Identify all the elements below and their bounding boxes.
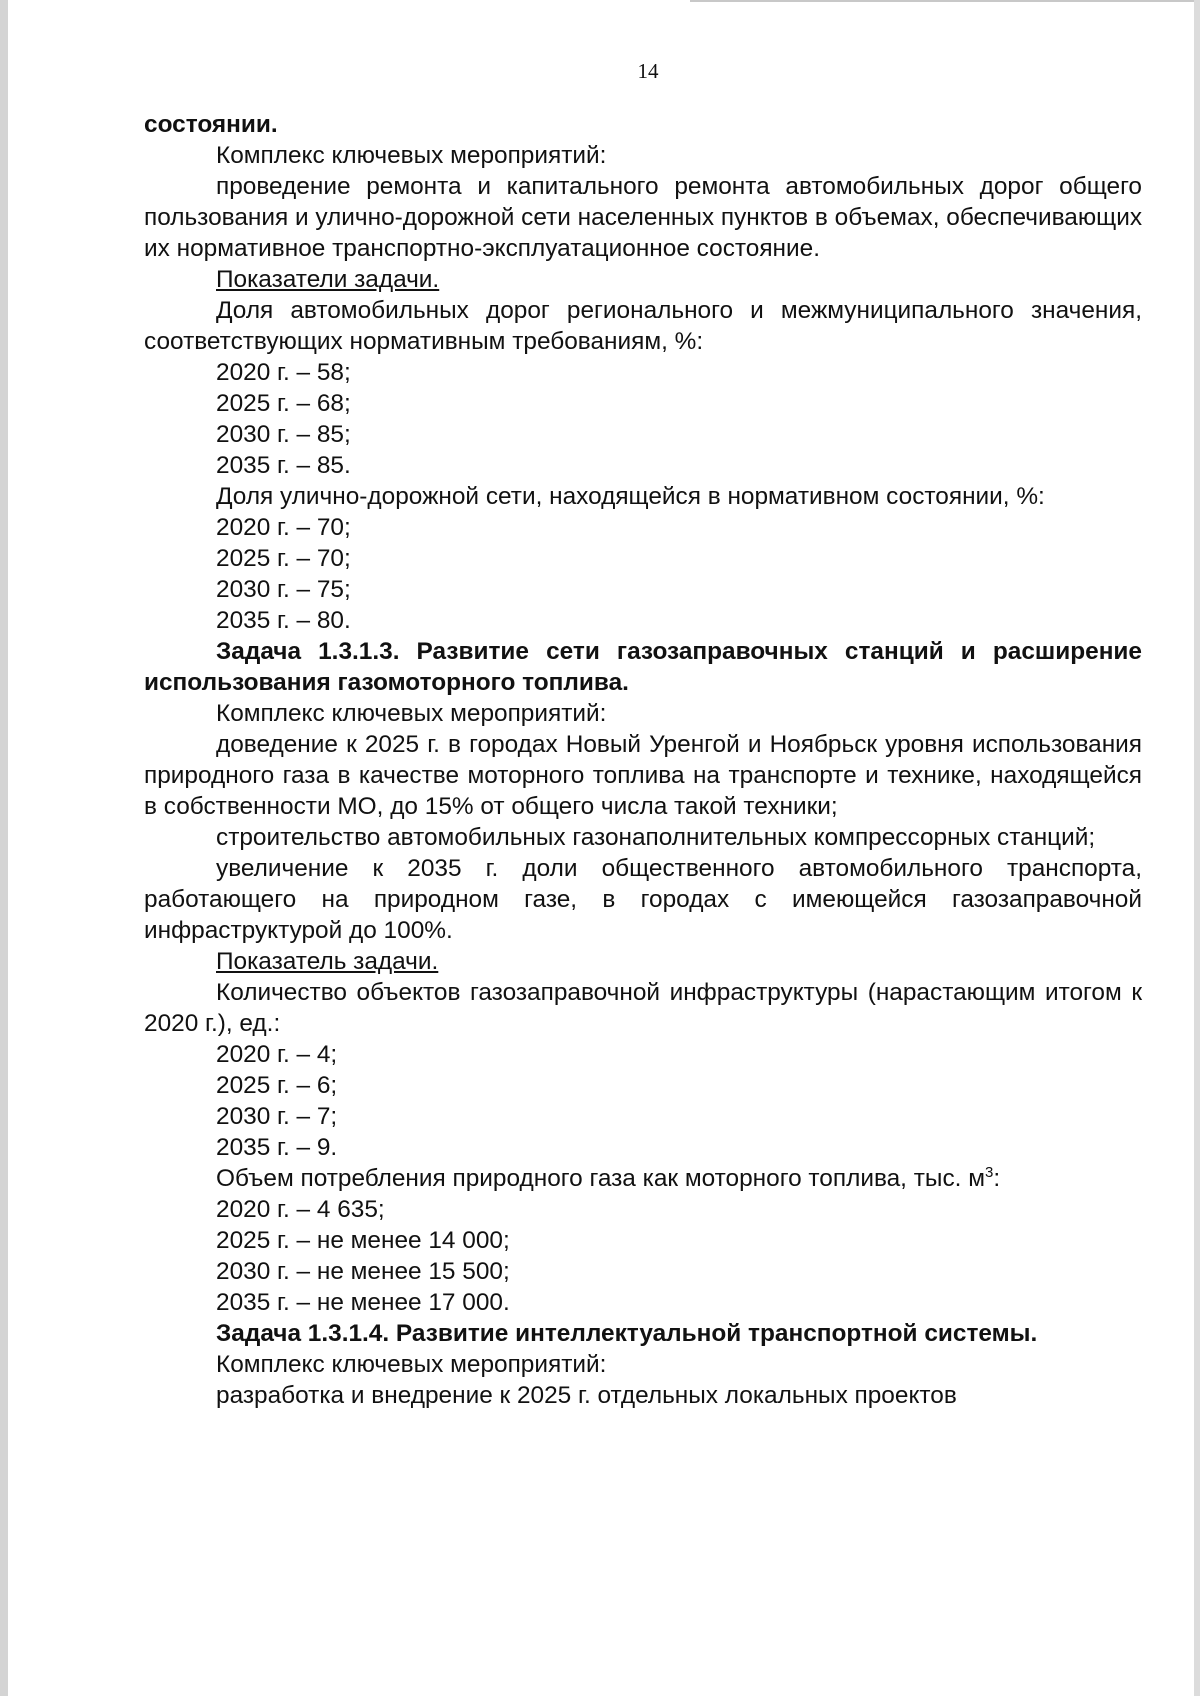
measure-paragraph: строительство автомобильных газонаполнительных компрессорных станций; — [216, 824, 1096, 851]
indicator-value: 2025 г. – 6; — [216, 1072, 338, 1099]
key-measures-label: Комплекс ключевых мероприятий: — [216, 700, 607, 727]
document-body — [144, 109, 1142, 1411]
section-heading-tail: состоянии. — [144, 111, 278, 138]
indicator-value: 2020 г. – 70; — [216, 514, 351, 541]
task-heading-1-3-1-3: Задача 1.3.1.3. Развитие сети газозаправочных станций и расширение использования газомоторного топлива. — [144, 638, 1142, 696]
indicator-value: 2025 г. – не менее 14 000; — [216, 1227, 510, 1254]
indicator-title: Количество объектов газозаправочной инфраструктуры (нарастающим итогом к 2020 г.), ед.: — [144, 979, 1142, 1037]
scan-top-edge — [690, 0, 1194, 2]
superscript-3: 3 — [984, 1164, 994, 1181]
measure-paragraph: доведение к 2025 г. в городах Новый Уренгой и Ноябрьск уровня использования природного газа в качестве моторного топлива на транспорте и технике, находящейся в собственности МО, до 15% от общего числа такой техники; — [144, 731, 1142, 820]
indicator-label-text: Показатель задачи. — [216, 948, 439, 975]
indicator-value: 2035 г. – 80. — [216, 607, 351, 634]
measure-paragraph: увеличение к 2035 г. доли общественного автомобильного транспорта, работающего на природном газе, в городах с имеющейся газозаправочной инфраструктурой до 100%. — [144, 855, 1142, 944]
measure-paragraph-start: разработка и внедрение к 2025 г. отдельных локальных проектов — [216, 1382, 957, 1409]
indicator-title: Доля автомобильных дорог регионального и межмуниципального значения, соответствующих нормативным требованиям, %: — [144, 297, 1142, 355]
indicator-value: 2030 г. – 75; — [216, 576, 351, 603]
indicator-value: 2035 г. – 9. — [216, 1134, 338, 1161]
scan-right-edge — [1194, 0, 1200, 1696]
key-measures-label: Комплекс ключевых мероприятий: — [216, 1351, 607, 1378]
key-measures-label: Комплекс ключевых мероприятий: — [216, 142, 607, 169]
indicator-value: 2035 г. – 85. — [216, 452, 351, 479]
indicator-value: 2035 г. – не менее 17 000. — [216, 1289, 510, 1316]
indicator-value: 2020 г. – 4; — [216, 1041, 338, 1068]
indicators-label — [144, 264, 1142, 295]
indicator-title-text: Объем потребления природного газа как моторного топлива, тыс. м — [216, 1165, 985, 1192]
measure-paragraph: проведение ремонта и капитального ремонта автомобильных дорог общего пользования и улично-дорожной сети населенных пунктов в объемах, обеспечивающих их нормативное транспортно-эксплуатационное состояние. — [144, 173, 1143, 262]
indicator-value: 2020 г. – 4 635; — [216, 1196, 385, 1223]
indicator-value: 2030 г. – не менее 15 500; — [216, 1258, 510, 1285]
indicator-value: 2025 г. – 70; — [216, 545, 351, 572]
indicator-title-colon: : — [993, 1165, 1001, 1192]
scan-left-edge — [0, 0, 8, 1696]
indicator-value: 2025 г. – 68; — [216, 390, 351, 417]
page-number: 14 — [637, 59, 659, 83]
indicator-title: Доля улично-дорожной сети, находящейся в нормативном состоянии, %: — [216, 483, 1045, 510]
indicator-title — [144, 1163, 1142, 1194]
indicator-label — [144, 946, 1142, 977]
indicators-label-text: Показатели задачи. — [216, 266, 440, 293]
indicator-value: 2030 г. – 85; — [216, 421, 351, 448]
task-heading-1-3-1-4: Задача 1.3.1.4. Развитие интеллектуальной транспортной системы. — [216, 1320, 1038, 1347]
indicator-value: 2020 г. – 58; — [216, 359, 351, 386]
indicator-value: 2030 г. – 7; — [216, 1103, 338, 1130]
